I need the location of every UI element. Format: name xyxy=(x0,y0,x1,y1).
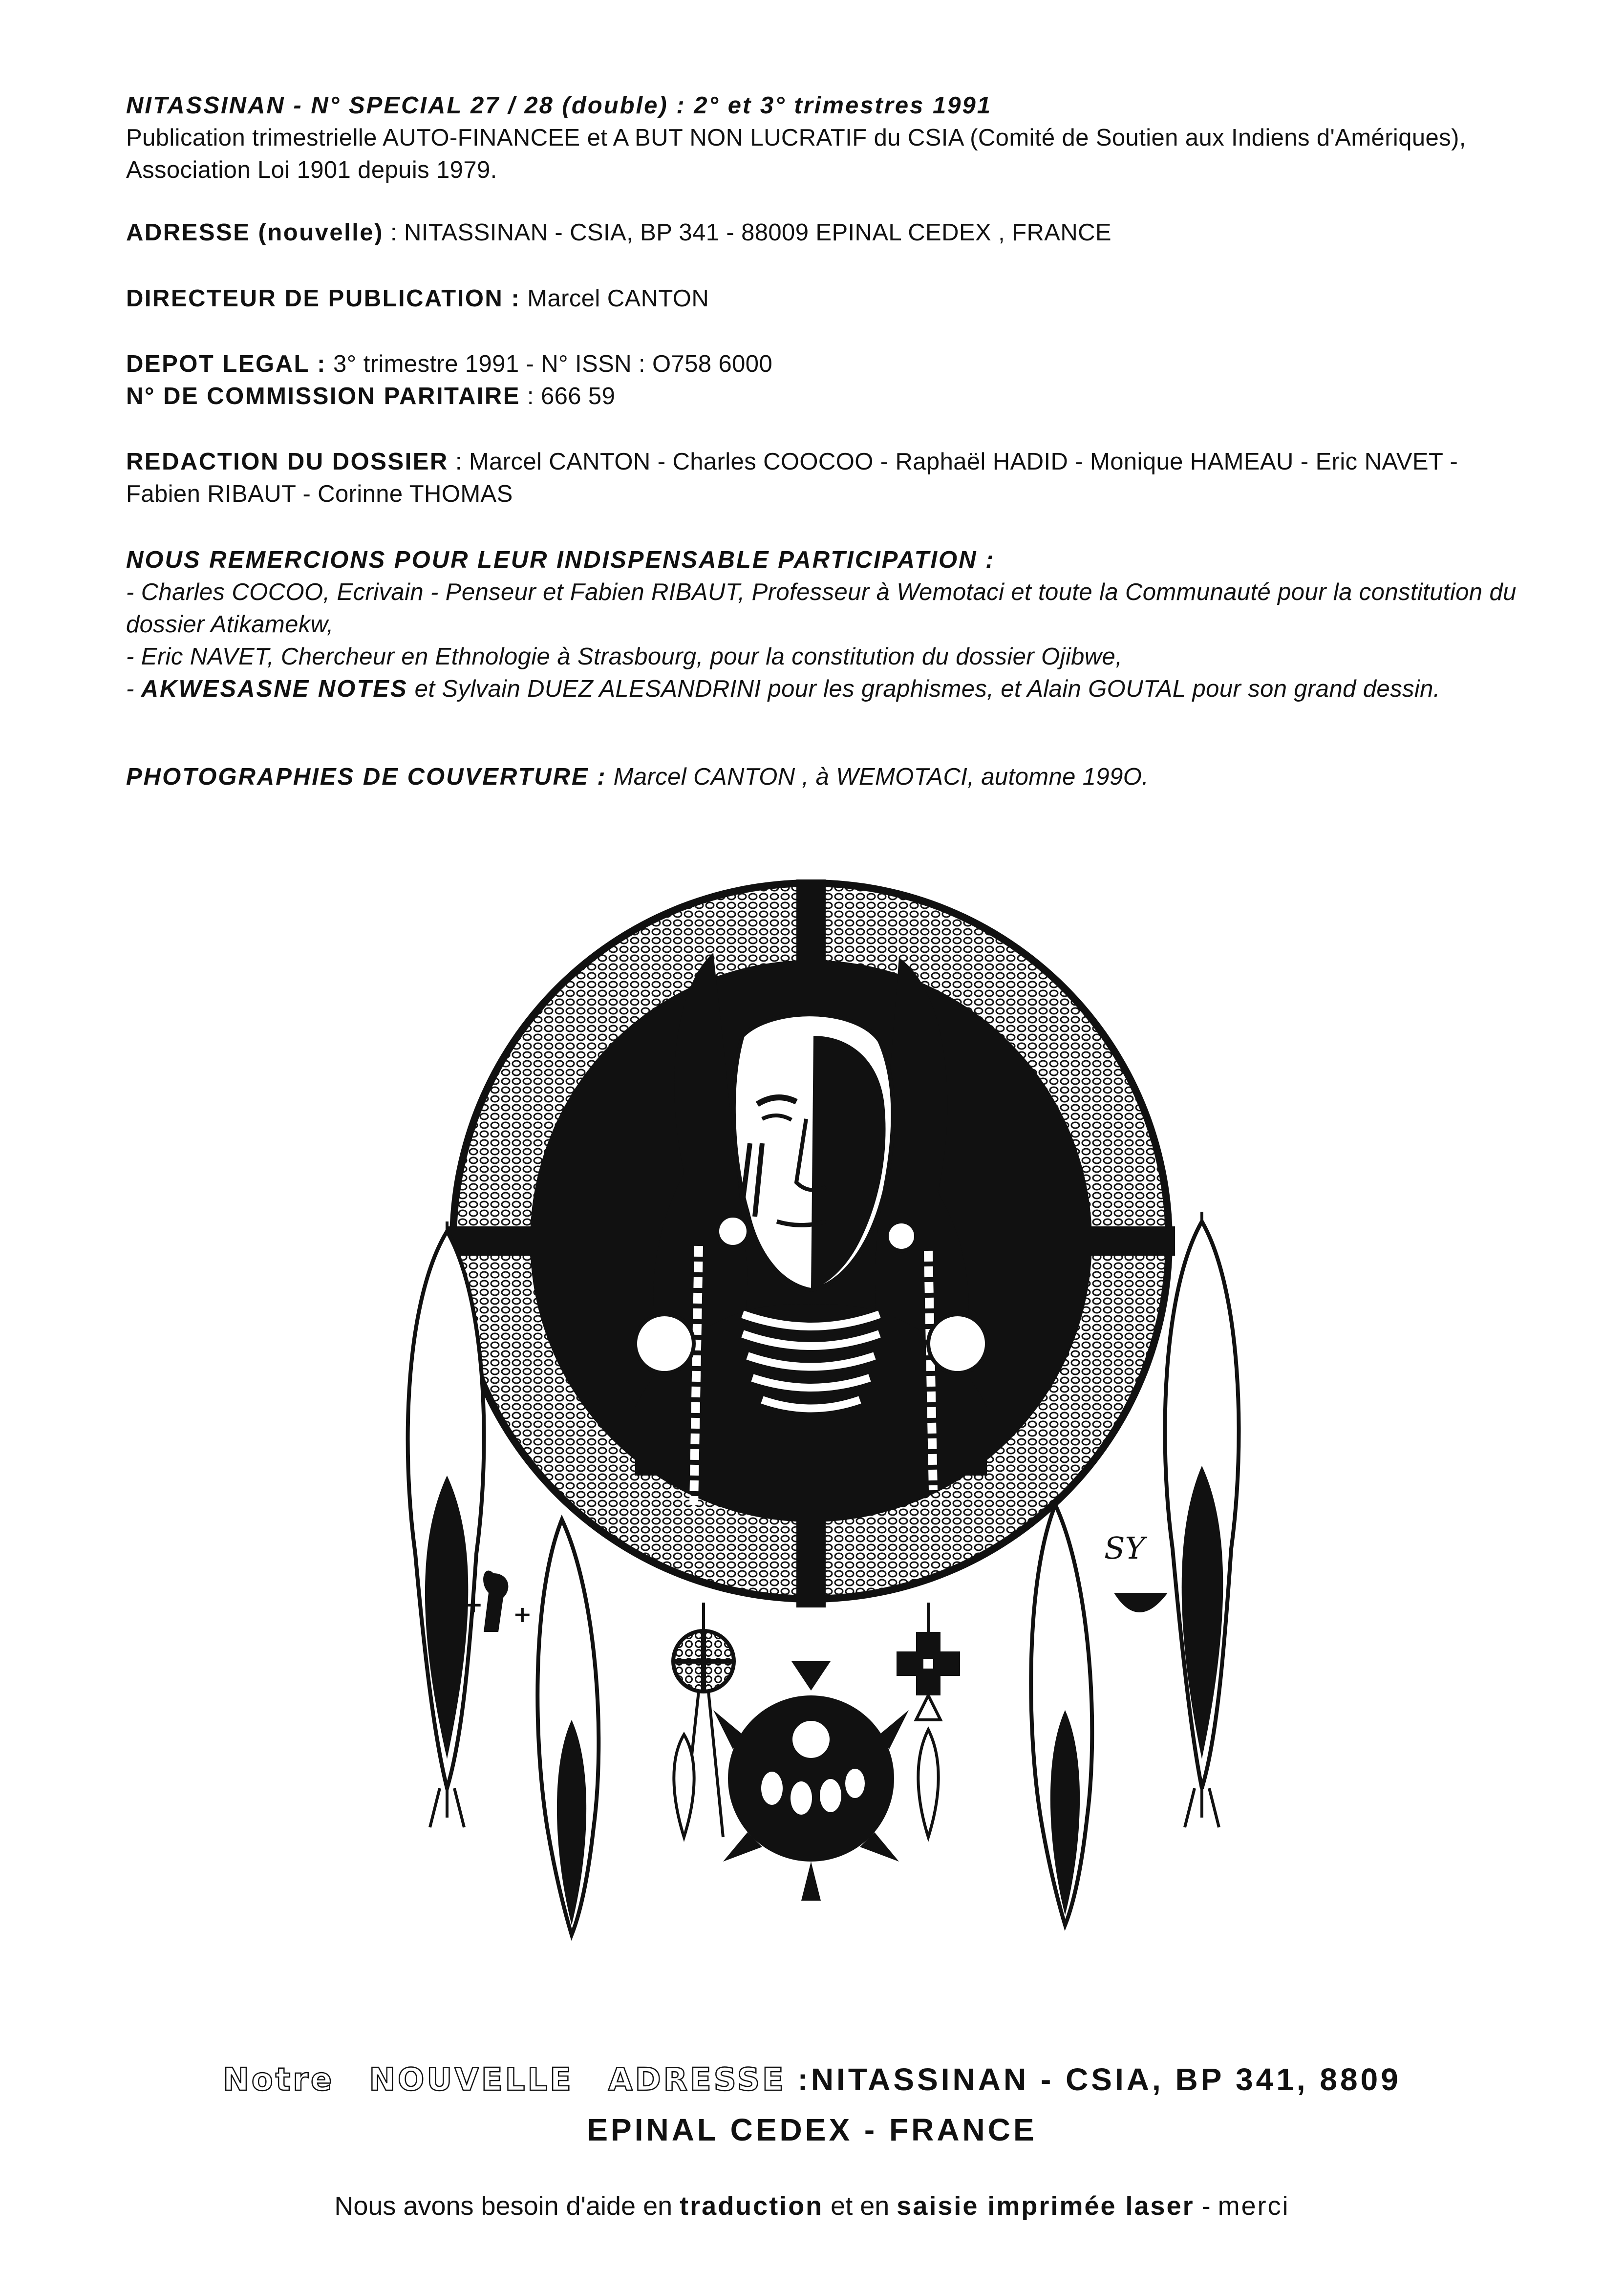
redaction-block xyxy=(126,446,1523,510)
thanks-line-2: - Eric NAVET, Chercheur en Ethnologie à Strasbourg, pour la constitution du dossier Ojibwe, xyxy=(126,643,1123,670)
note-merci: merci xyxy=(1218,2191,1290,2221)
artist-signature xyxy=(1104,1530,1168,1612)
footer-word-nouvelle: NOUVELLE xyxy=(369,2062,574,2098)
turtle-figure xyxy=(713,1661,909,1901)
masthead-description: Publication trimestrielle AUTO-FINANCEE et A BUT NON LUCRATIF du CSIA (Comité de Soutien aux Indiens d'Amériques), Association Loi 1901 depuis 1979. xyxy=(126,125,1466,183)
photos-value: Marcel CANTON , à WEMOTACI, automne 199O. xyxy=(606,764,1149,790)
redaction-value: : Marcel CANTON - Charles COOCOO - Raphaël HADID - Monique HAMEAU - Eric NAVET - Fabien RIBAUT - Corinne THOMAS xyxy=(126,449,1458,507)
director-label: DIRECTEUR DE PUBLICATION : xyxy=(126,285,521,312)
note-part-3: - xyxy=(1194,2191,1218,2221)
footer-word-adresse: ADRESSE xyxy=(608,2062,786,2098)
feather-right-outer xyxy=(1165,1212,1239,1827)
feather-left-inner xyxy=(537,1520,598,1935)
photos-label: PHOTOGRAPHIES DE COUVERTURE : xyxy=(126,764,607,790)
feather-left-outer xyxy=(408,1221,484,1827)
thanks-line-3-bold: AKWESASNE NOTES xyxy=(141,676,408,702)
address-label: ADRESSE (nouvelle) xyxy=(126,219,384,246)
svg-text:+: + xyxy=(513,1601,532,1628)
dreamcatcher-illustration xyxy=(371,831,1275,2023)
footer-help-note xyxy=(0,2189,1624,2223)
address-value: : NITASSINAN - CSIA, BP 341 - 88009 EPINAL CEDEX , FRANCE xyxy=(383,219,1111,246)
footer-word-notre: Notre xyxy=(223,2062,335,2098)
thanks-block xyxy=(126,544,1523,705)
address-line xyxy=(126,216,1523,249)
note-bold-typing: saisie imprimée laser xyxy=(897,2191,1195,2221)
director-line xyxy=(126,282,1523,315)
signature-text: SY xyxy=(1104,1530,1145,1566)
thanks-line-3-rest: et Sylvain DUEZ ALESANDRINI pour les graphismes, et Alain GOUTAL pour son grand dessin. xyxy=(407,676,1440,702)
thanks-line-3 xyxy=(126,673,1523,705)
portrait-figure xyxy=(635,953,987,1505)
director-value: Marcel CANTON xyxy=(520,285,709,312)
depot-block xyxy=(126,348,1523,412)
thanks-line-1: - Charles COCOO, Ecrivain - Penseur et Fabien RIBAUT, Professeur à Wemotaci et toute la Communauté pour la constitution du dossier Atikamekw, xyxy=(126,579,1517,638)
svg-text:+: + xyxy=(464,1591,483,1618)
redaction-label: REDACTION DU DOSSIER xyxy=(126,449,449,475)
masthead xyxy=(126,89,1523,186)
note-part-2: et en xyxy=(823,2191,897,2221)
photos-line xyxy=(126,761,1523,793)
feather-right-inner xyxy=(1031,1505,1092,1925)
note-bold-translation: traduction xyxy=(680,2191,824,2221)
footer-address-line-1 xyxy=(0,2055,1624,2105)
footer-address-value: :NITASSINAN - CSIA, BP 341, 8809 xyxy=(786,2062,1401,2097)
footer-address-line-2: EPINAL CEDEX - FRANCE xyxy=(587,2112,1037,2147)
note-part-1: Nous avons besoin d'aide en xyxy=(334,2191,680,2221)
masthead-title: NITASSINAN - N° SPECIAL 27 / 28 (double) : 2° et 3° trimestres 1991 xyxy=(126,92,992,119)
commission-value: : 666 59 xyxy=(520,383,616,409)
cross-star-symbol xyxy=(897,1603,960,1837)
footer-address xyxy=(0,2055,1624,2155)
depot-value: 3° trimestre 1991 - N° ISSN : O758 6000 xyxy=(326,351,773,377)
thanks-heading: NOUS REMERCIONS POUR LEUR INDISPENSABLE PARTICIPATION : xyxy=(126,547,995,573)
thanks-line-3-prefix: - xyxy=(126,676,141,702)
depot-label: DEPOT LEGAL : xyxy=(126,351,327,377)
commission-label: N° DE COMMISSION PARITAIRE xyxy=(126,383,520,409)
